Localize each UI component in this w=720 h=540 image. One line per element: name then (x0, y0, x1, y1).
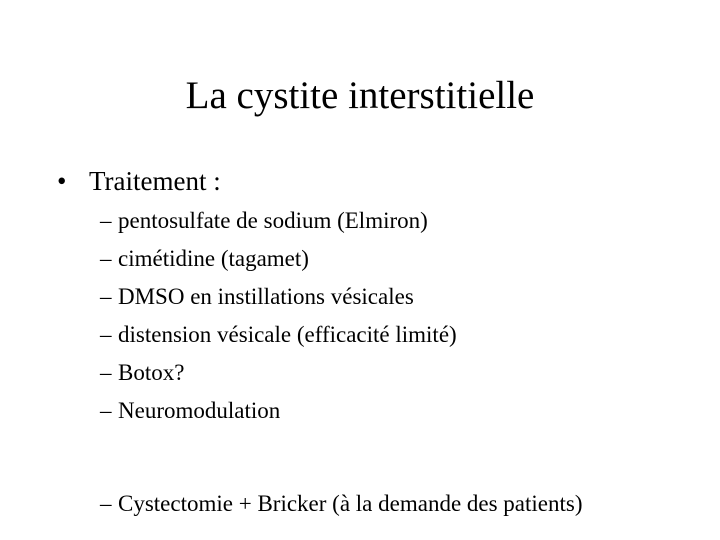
list-item (100, 205, 457, 243)
dash-marker: – (100, 246, 112, 271)
list-item-text: DMSO en instillations vésicales (118, 284, 414, 309)
list-item-text: cimétidine (tagamet) (118, 246, 309, 271)
dash-marker: – (100, 398, 112, 423)
dash-marker: – (100, 360, 112, 385)
list-item (100, 357, 457, 395)
list-item-text: distension vésicale (efficacité limité) (118, 322, 457, 347)
treatment-list (100, 205, 457, 433)
list-item (100, 395, 457, 433)
final-list-item-text: Cystectomie + Bricker (à la demande des patients) (118, 491, 583, 516)
list-item-text: Neuromodulation (118, 398, 281, 423)
list-item-text: Botox? (118, 360, 185, 385)
list-item (100, 281, 457, 319)
dash-marker: – (100, 208, 112, 233)
dash-marker: – (100, 322, 112, 347)
list-item (100, 243, 457, 281)
dash-marker: – (100, 284, 112, 309)
bullet-marker: • (57, 166, 67, 196)
final-list-item (100, 488, 583, 520)
dash-marker: – (100, 491, 112, 516)
list-item-text: pentosulfate de sodium (Elmiron) (118, 208, 428, 233)
list-item (100, 319, 457, 357)
slide-title: La cystite interstitielle (185, 74, 535, 117)
bullet-label: Traitement : (89, 166, 221, 196)
bullet-traitement (57, 165, 221, 197)
